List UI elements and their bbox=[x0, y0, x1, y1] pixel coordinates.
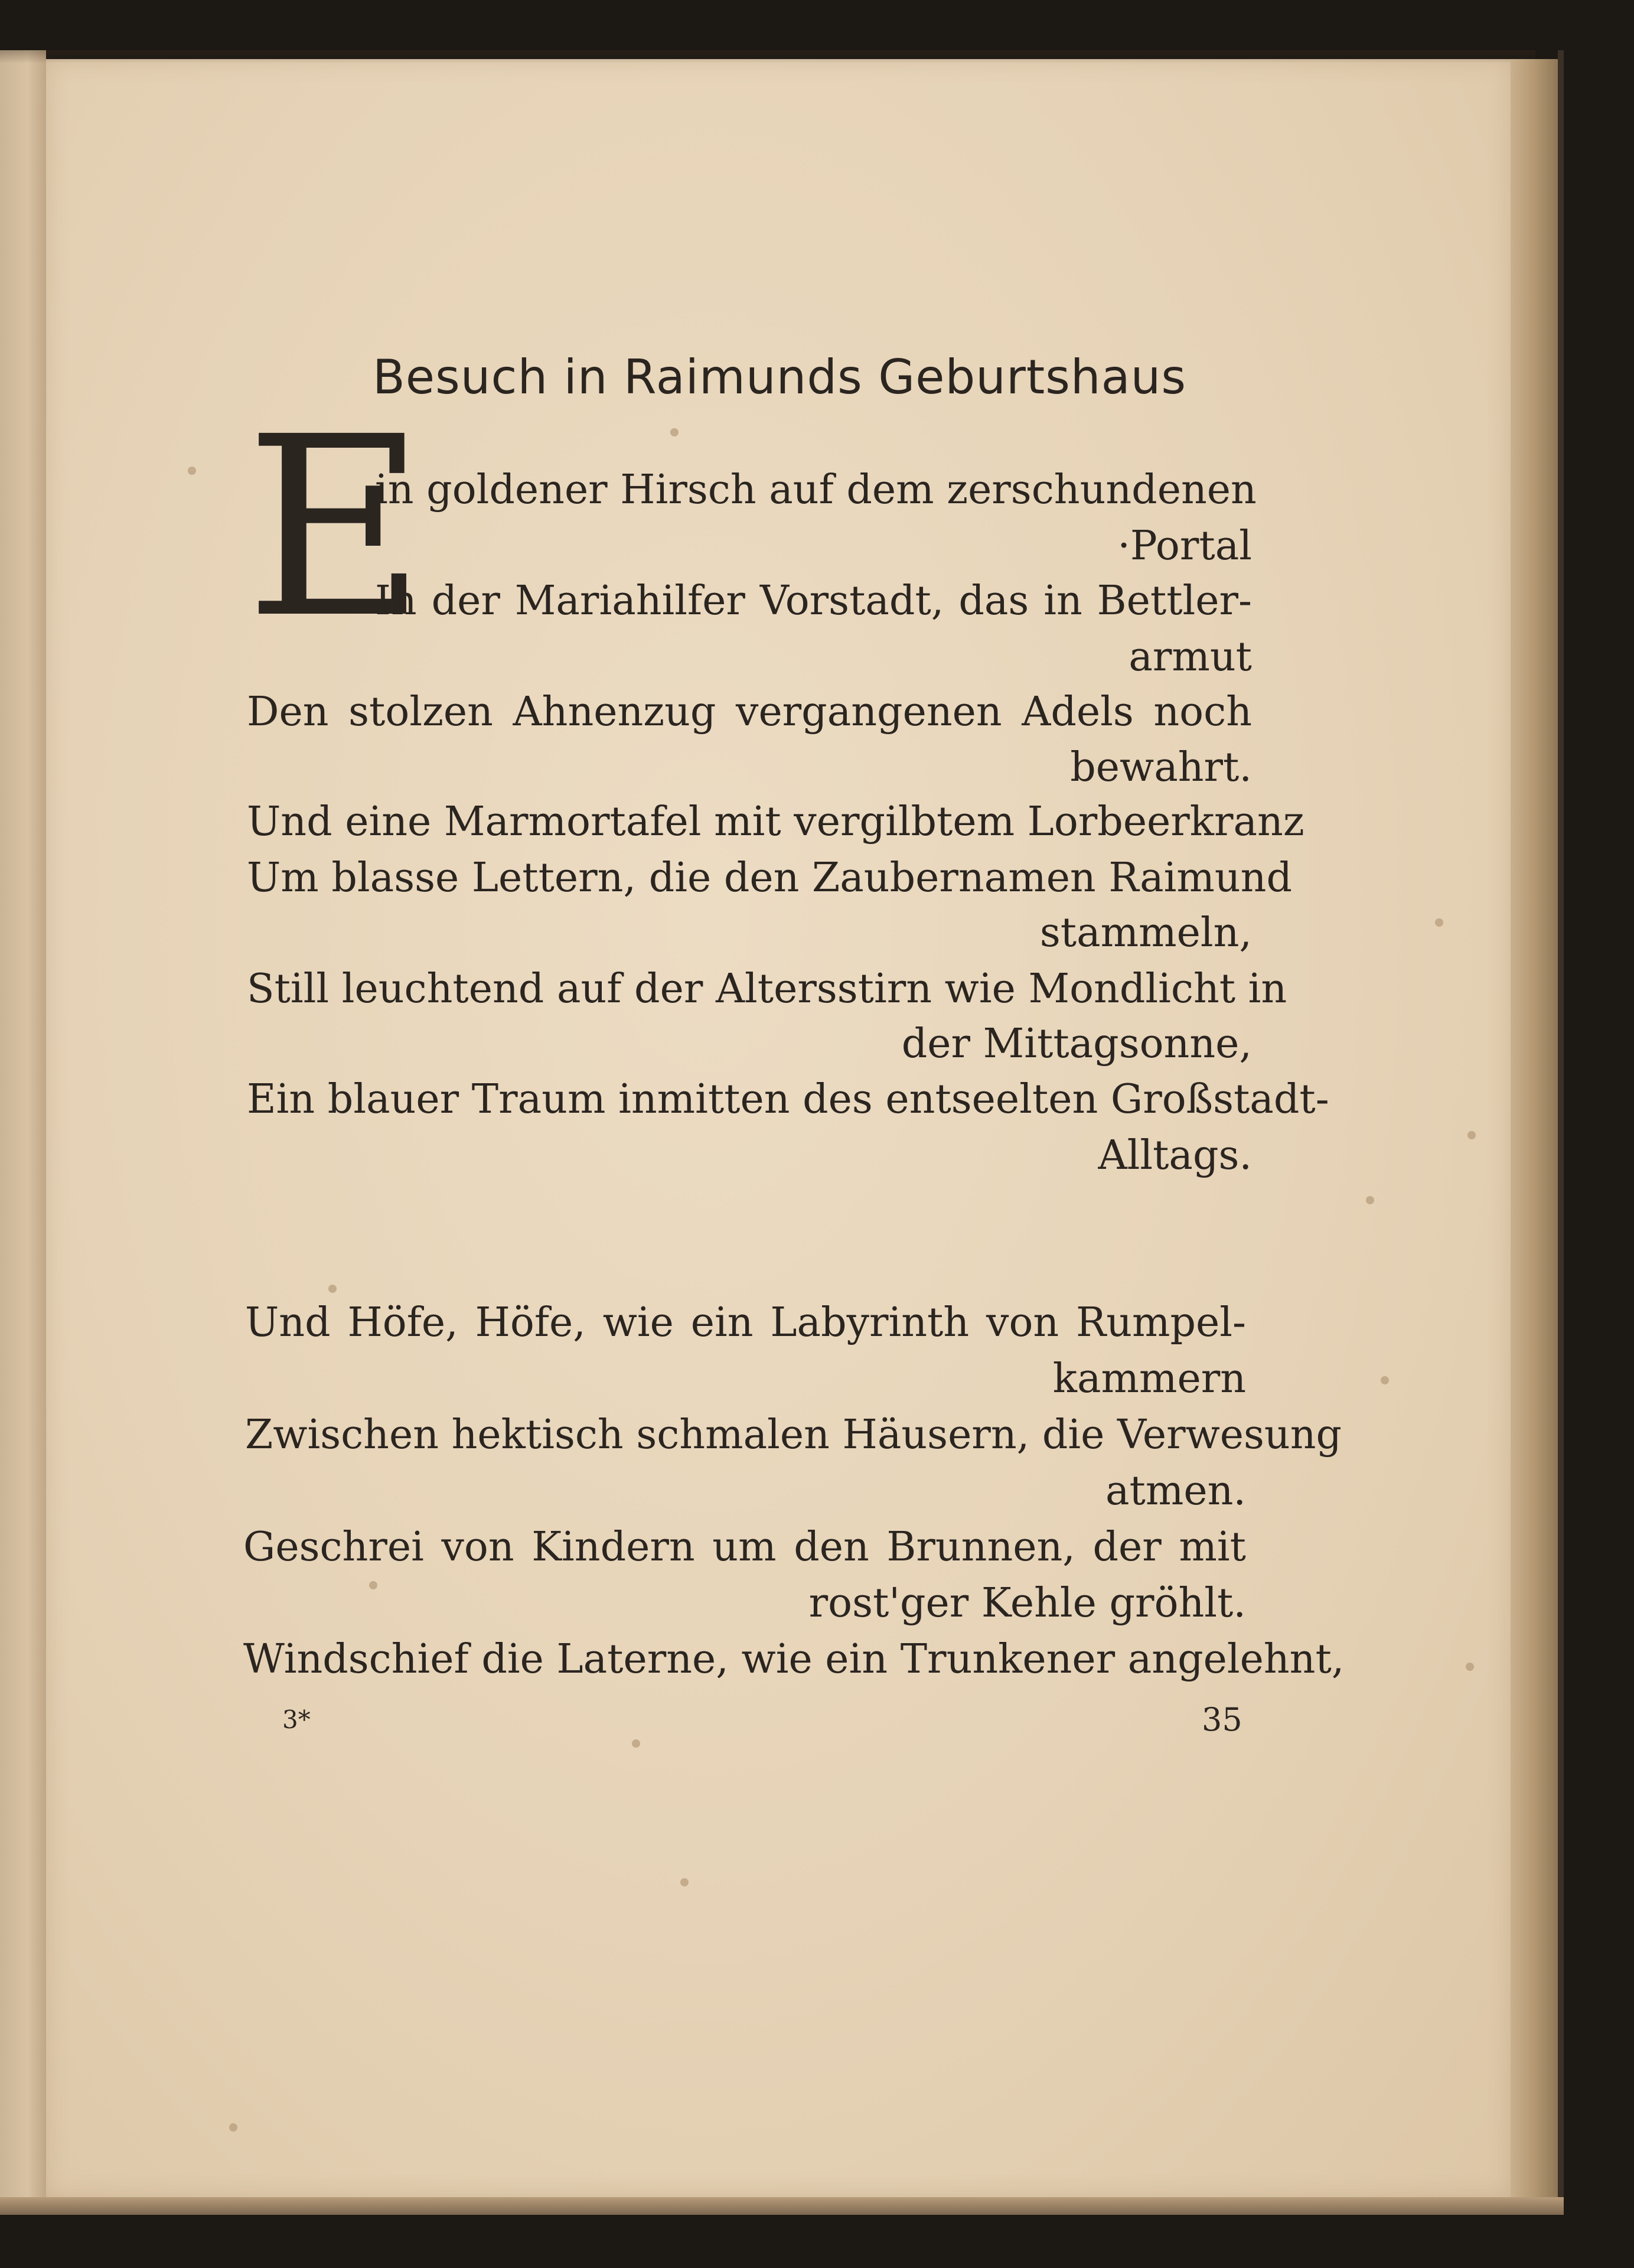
poem-line-text: in goldener Hirsch auf dem zerschundenen bbox=[375, 467, 1257, 513]
poem-line-text: Ein blauer Traum inmitten des entseelten Großstadt- bbox=[247, 1076, 1329, 1123]
poem-line bbox=[375, 578, 1252, 625]
poem-line-continuation bbox=[886, 1132, 1252, 1179]
poem-line-text: stammeln, bbox=[1039, 910, 1252, 956]
poem-line-text: Um blasse Lettern, die den Zaubernamen Raimund bbox=[247, 855, 1292, 901]
poem-line-text: Den stolzen Ahnenzug vergangenen Adels noch bbox=[247, 689, 1252, 735]
poem-title: Besuch in Raimunds Geburtshaus bbox=[372, 350, 1186, 405]
poem-line-text: Und Höfe, Höfe, wie ein Labyrinth von Rumpel- bbox=[245, 1299, 1246, 1346]
poem-line bbox=[245, 1412, 1342, 1459]
poem-line-continuation bbox=[768, 1580, 1246, 1627]
poem-line bbox=[375, 467, 1257, 514]
poem-line-continuation bbox=[886, 744, 1252, 791]
poem-line bbox=[247, 1076, 1329, 1123]
poem-line-text: atmen. bbox=[1105, 1468, 1246, 1514]
poem-line-text: Geschrei von Kindern um den Brunnen, der mit bbox=[243, 1524, 1246, 1570]
poem-line bbox=[245, 1299, 1246, 1347]
poem-line-continuation bbox=[827, 1021, 1252, 1068]
poem-line-text: rost'ger Kehle gröhlt. bbox=[808, 1580, 1246, 1627]
drop-cap-letter: E bbox=[245, 384, 426, 673]
poem-line-text: armut bbox=[1129, 634, 1252, 680]
poem-line-text: bewahrt. bbox=[1070, 744, 1252, 791]
poem-line bbox=[247, 855, 1292, 902]
poem-line bbox=[247, 966, 1287, 1013]
poem-line-text: Zwischen hektisch schmalen Häusern, die Verwesung bbox=[245, 1412, 1342, 1458]
poem-line-continuation bbox=[886, 1468, 1246, 1515]
poem-line-continuation bbox=[886, 1355, 1246, 1403]
signature-mark: 3* bbox=[282, 1705, 311, 1734]
poem-line bbox=[247, 689, 1252, 736]
poem-line-text: der Mittagsonne, bbox=[901, 1021, 1252, 1067]
poem-line bbox=[243, 1524, 1246, 1571]
poem-line-text: Alltags. bbox=[1098, 1132, 1252, 1179]
poem-line-text: Windschief die Laterne, wie ein Trunkener angelehnt, bbox=[243, 1636, 1345, 1683]
poem-line bbox=[247, 799, 1304, 846]
poem-line-continuation bbox=[886, 910, 1252, 957]
poem-line-text: In der Mariahilfer Vorstadt, das in Bettler- bbox=[375, 578, 1252, 624]
poem-line-text: Und eine Marmortafel mit vergilbtem Lorbeerkranz bbox=[247, 799, 1304, 845]
poem-line-text: kammern bbox=[1052, 1355, 1246, 1402]
poem-line-continuation bbox=[886, 634, 1252, 681]
poem-line-text: ·Portal bbox=[1117, 523, 1252, 569]
poem-line-text: Still leuchtend auf der Altersstirn wie Mondlicht in bbox=[247, 966, 1287, 1012]
poem-line bbox=[243, 1636, 1345, 1683]
poem-line-continuation bbox=[886, 523, 1252, 570]
page-number: 35 bbox=[1202, 1701, 1242, 1738]
